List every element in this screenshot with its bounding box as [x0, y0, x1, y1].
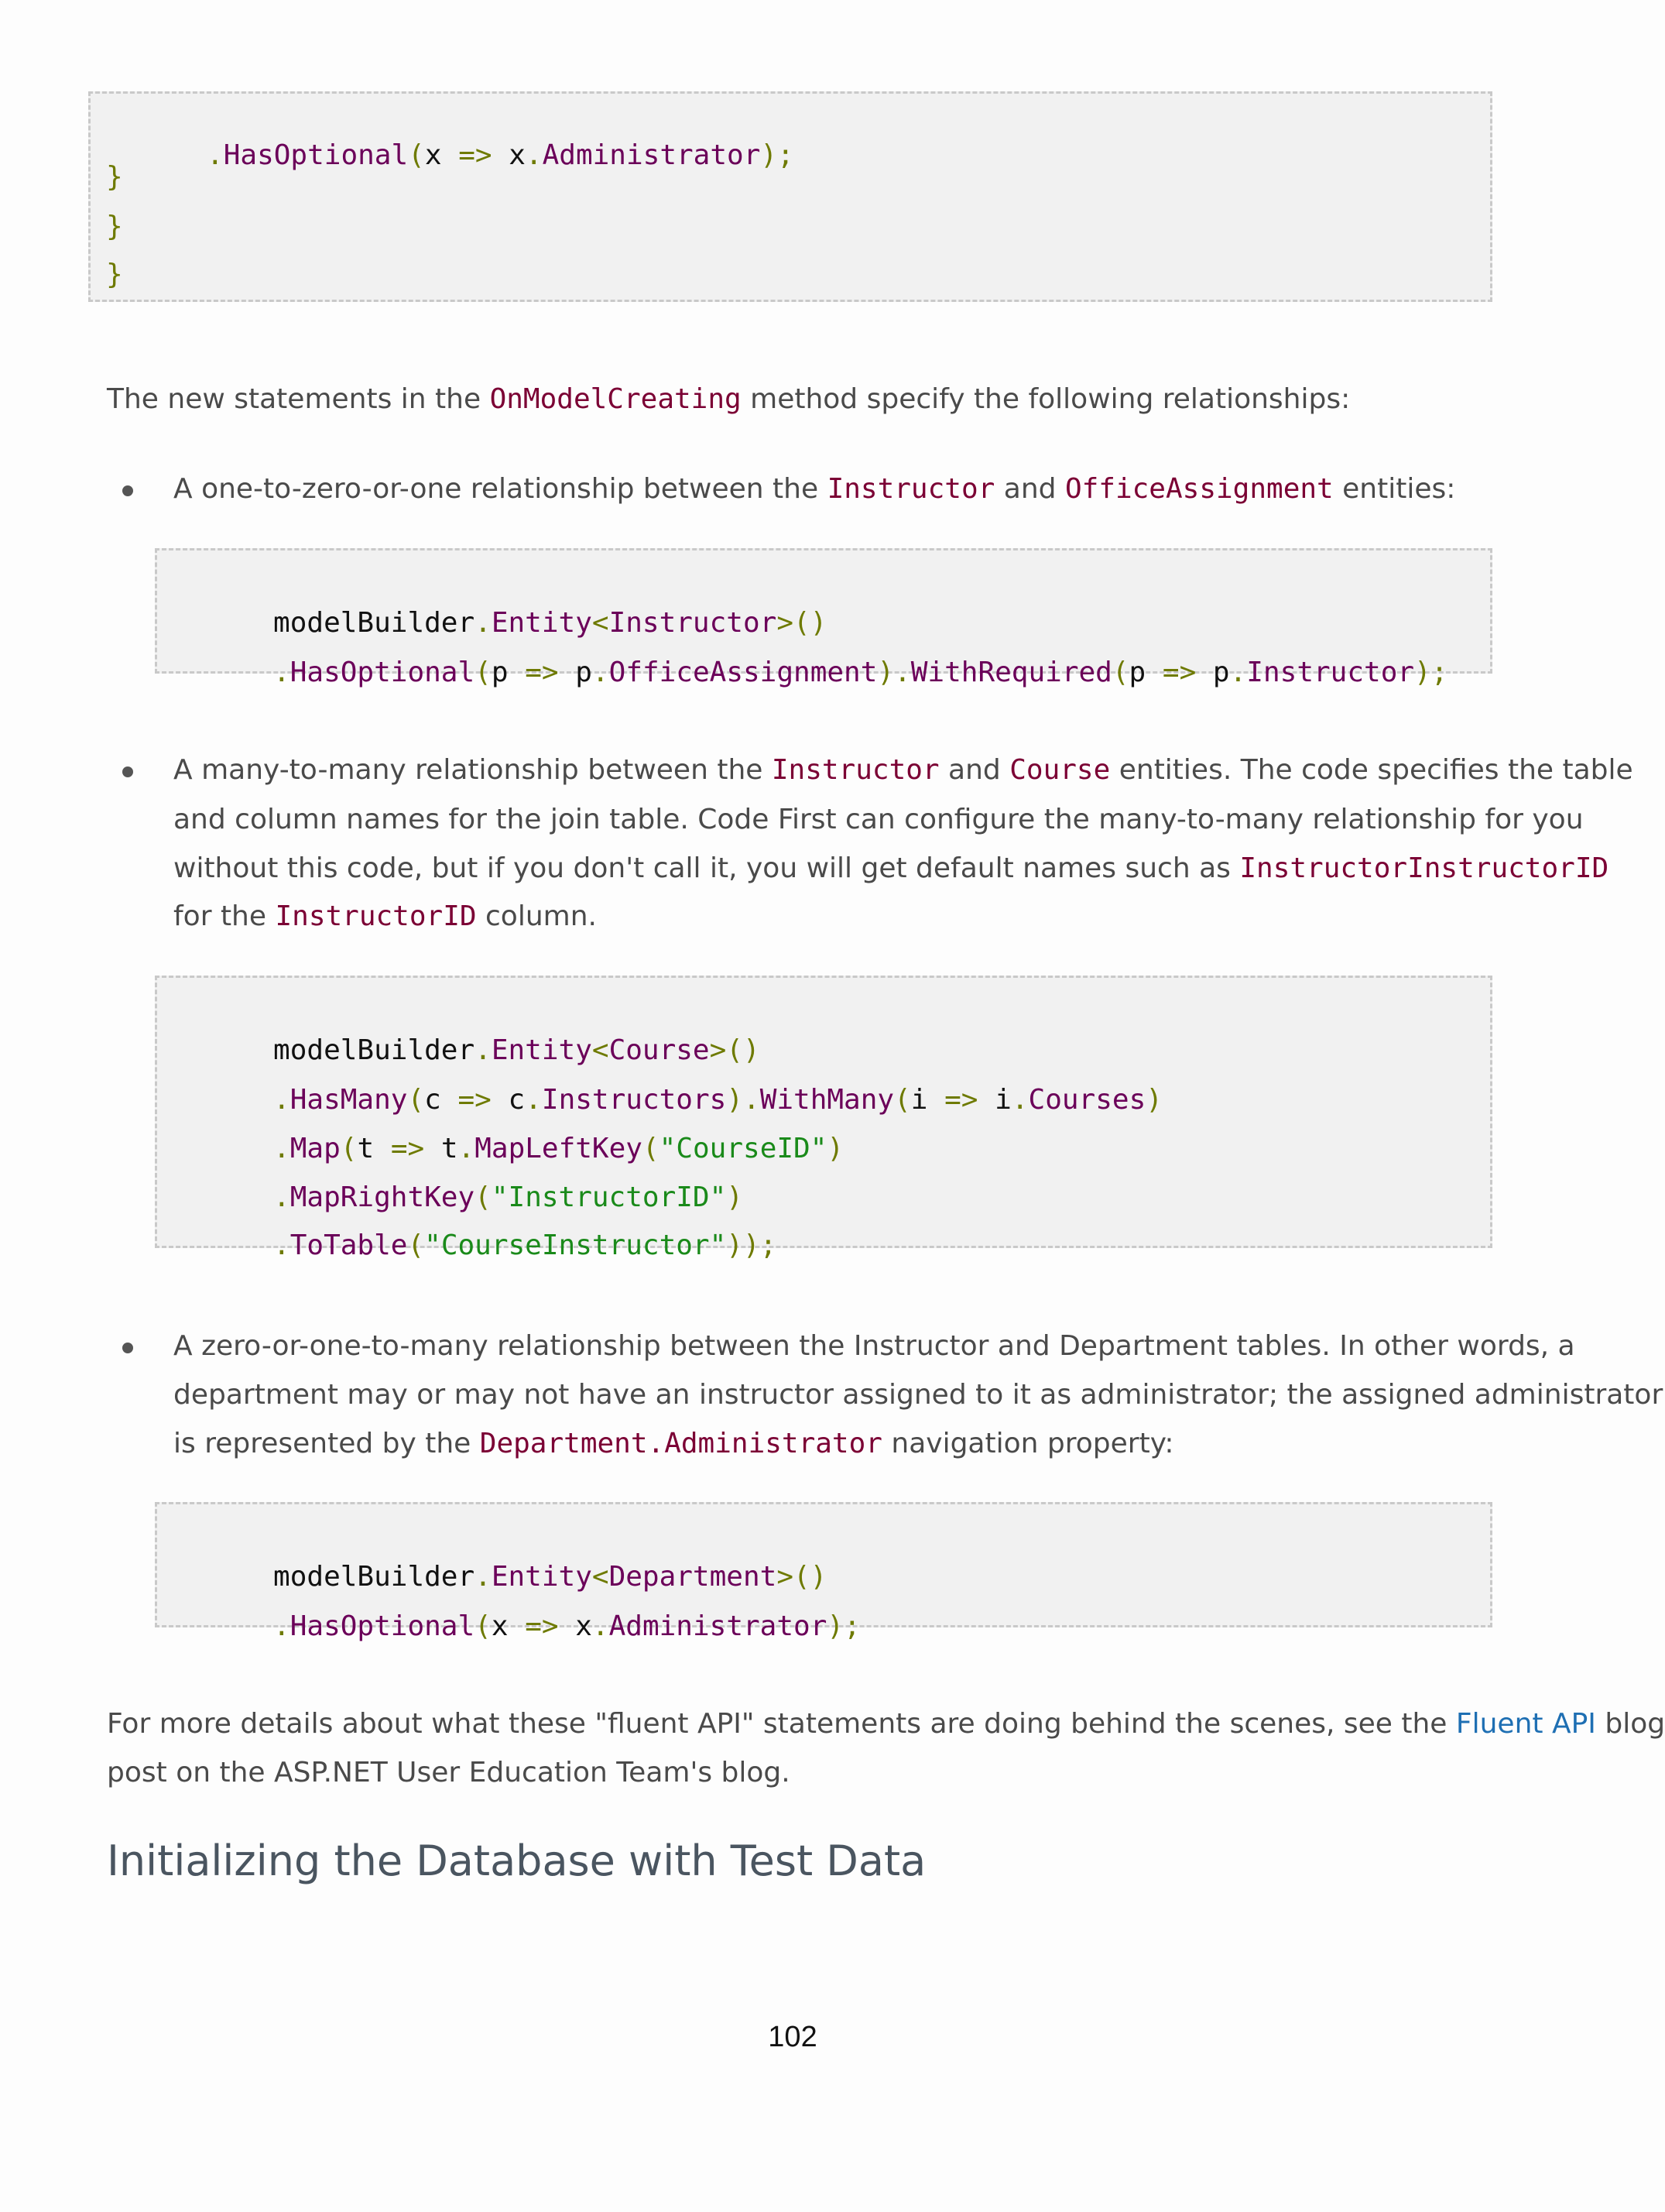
code-line: } — [106, 211, 123, 242]
code-line: .HasOptional(x => x.Administrator); — [207, 139, 794, 171]
code-line: .HasOptional(x => x.Administrator); — [273, 1610, 861, 1642]
code-line: modelBuilder.Entity<Course>() — [273, 1034, 760, 1066]
intro-paragraph: The new statements in the OnModelCreating method specify the following relationships: — [107, 383, 1351, 415]
code-block-top — [88, 91, 1492, 302]
bullet-3-line-1: A zero-or-one-to-many relationship between the Instructor and Department tables. In other words, a — [173, 1330, 1575, 1362]
code-line: .ToTable("CourseInstructor")); — [273, 1229, 777, 1261]
bullet-2-line-2: and column names for the join table. Code First can configure the many-to-many relationship for you — [173, 804, 1584, 835]
code-block-1 — [155, 548, 1492, 688]
code-line: } — [106, 161, 123, 193]
bullet-dot — [122, 766, 133, 777]
bullet-dot — [122, 1343, 133, 1353]
code-block-3 — [155, 1502, 1492, 1642]
code-line: } — [106, 259, 123, 290]
bullet-3-line-2: department may or may not have an instructor assigned to it as administrator; the assigned administrator — [173, 1379, 1663, 1411]
code-line: .HasMany(c => c.Instructors).WithMany(i => i.Courses) — [273, 1084, 1163, 1116]
code-block-2 — [155, 976, 1492, 1261]
code-line: .Map(t => t.MapLeftKey("CourseID") — [273, 1133, 844, 1164]
outro-line-2: post on the ASP.NET User Education Team's blog. — [107, 1757, 790, 1788]
bullet-3-line-3: is represented by the Department.Administrator navigation property: — [173, 1428, 1174, 1459]
section-heading: Initializing the Database with Test Data — [107, 1836, 927, 1885]
bullet-1-text: A one-to-zero-or-one relationship between the Instructor and OfficeAssignment entities: — [173, 473, 1456, 505]
bullet-dot — [122, 485, 133, 496]
page-number: 102 — [768, 2021, 817, 2053]
code-line: .HasOptional(p => p.OfficeAssignment).WithRequired(p => p.Instructor); — [273, 657, 1448, 688]
bullet-2-line-3: without this code, but if you don't call it, you will get default names such as InstructorInstructorID — [173, 852, 1609, 884]
bullet-2-line-1: A many-to-many relationship between the Instructor and Course entities. The code specifies the table — [173, 754, 1633, 786]
bullet-2-line-4: for the InstructorID column. — [173, 900, 597, 932]
code-line: modelBuilder.Entity<Department>() — [273, 1561, 827, 1593]
fluent-api-link[interactable]: Fluent API — [1455, 1708, 1596, 1740]
inline-code: OnModelCreating — [489, 383, 742, 415]
code-line: .MapRightKey("InstructorID") — [273, 1181, 743, 1213]
code-line: modelBuilder.Entity<Instructor>() — [273, 607, 827, 639]
outro-line-1: For more details about what these "fluent API" statements are doing behind the scenes, see the Fluent API blog — [107, 1708, 1665, 1740]
